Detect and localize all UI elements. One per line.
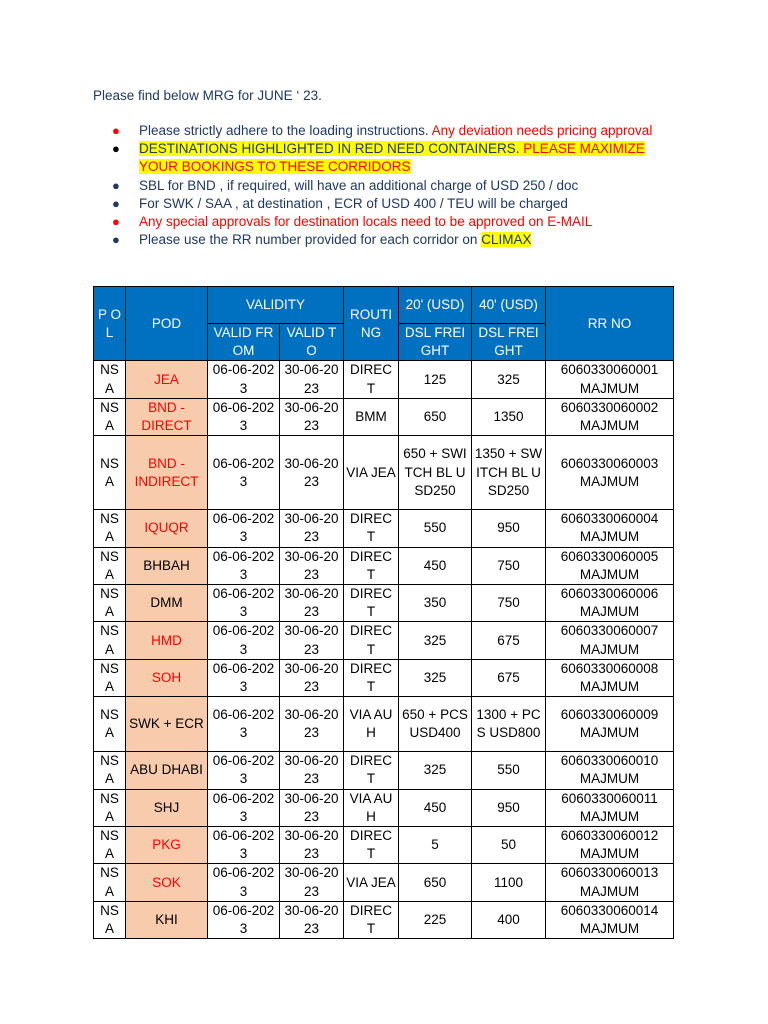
table-row: [94, 436, 674, 510]
valid-from-cell: 06-06-2023: [208, 864, 280, 901]
instruction-item: [112, 140, 672, 176]
bullet-icon: ●: [112, 123, 120, 138]
routing-cell: DIREC T: [344, 585, 399, 622]
valid-from-cell: 06-06-2023: [208, 901, 280, 938]
instruction-list: [112, 122, 672, 249]
freight-20-cell: 650: [399, 398, 472, 435]
bullet-icon: ●: [112, 177, 120, 193]
instruction-text: Please strictly adhere to the loading instructions.: [139, 123, 432, 138]
freight-40-cell: 550: [472, 752, 546, 789]
routing-cell: DIREC T: [344, 659, 399, 696]
valid-to-cell: 30-06-2023: [280, 622, 344, 659]
header-40ft: 40' (USD): [472, 287, 546, 324]
freight-20-cell: 325: [399, 752, 472, 789]
pod-cell: SHJ: [126, 789, 208, 826]
instruction-item: [112, 231, 672, 249]
bullet-icon: ●: [112, 141, 120, 157]
freight-40-cell: 1350: [472, 398, 546, 435]
pol-cell: NS A: [94, 697, 126, 752]
pod-cell: BHBAH: [126, 547, 208, 584]
freight-20-cell: 350: [399, 585, 472, 622]
valid-from-cell: 06-06-2023: [208, 827, 280, 864]
table-row: [94, 361, 674, 398]
table-row: [94, 398, 674, 435]
pod-cell: BND - DIRECT: [126, 398, 208, 435]
pod-cell: BND - INDIRECT: [126, 436, 208, 510]
pod-cell: SOH: [126, 659, 208, 696]
table-row: [94, 585, 674, 622]
pol-cell: NS A: [94, 622, 126, 659]
freight-20-cell: 125: [399, 361, 472, 398]
valid-to-cell: 30-06-2023: [280, 361, 344, 398]
instruction-text: Please use the RR number provided for each corridor on: [139, 232, 482, 248]
pod-cell: PKG: [126, 827, 208, 864]
header-20ft: 20' (USD): [399, 287, 472, 324]
rr-no-cell: 6060330060005 MAJMUM: [546, 547, 674, 584]
routing-cell: VIA JEA: [344, 436, 399, 510]
valid-to-cell: 30-06-2023: [280, 659, 344, 696]
header-dsl-freight-20: DSL FREIGHT: [399, 324, 472, 361]
pol-cell: NS A: [94, 659, 126, 696]
rr-no-cell: 6060330060002 MAJMUM: [546, 398, 674, 435]
pod-cell: JEA: [126, 361, 208, 398]
header-dsl-freight-40: DSL FREIGHT: [472, 324, 546, 361]
bullet-icon: ●: [112, 232, 120, 248]
table-row: [94, 697, 674, 752]
freight-40-cell: 950: [472, 510, 546, 547]
freight-40-cell: 675: [472, 622, 546, 659]
routing-cell: BMM: [344, 398, 399, 435]
instruction-text: For SWK / SAA , at destination , ECR of USD 400 / TEU will be charged: [139, 195, 568, 211]
pod-cell: HMD: [126, 622, 208, 659]
header-valid-from: VALID FROM: [208, 324, 280, 361]
valid-to-cell: 30-06-2023: [280, 585, 344, 622]
instruction-text: SBL for BND , if required, will have an additional charge of USD 250 / doc: [139, 177, 579, 193]
pol-cell: NS A: [94, 864, 126, 901]
pol-cell: NS A: [94, 361, 126, 398]
bullet-icon: ●: [112, 214, 120, 230]
valid-to-cell: 30-06-2023: [280, 697, 344, 752]
pod-cell: ABU DHABI: [126, 752, 208, 789]
valid-from-cell: 06-06-2023: [208, 547, 280, 584]
instruction-text: PLEASE MAXIMIZE YOUR BOOKINGS TO THESE CORRIDORS: [139, 141, 645, 175]
freight-20-cell: 325: [399, 659, 472, 696]
rr-no-cell: 6060330060012 MAJMUM: [546, 827, 674, 864]
freight-20-cell: 450: [399, 789, 472, 826]
rr-no-cell: 6060330060008 MAJMUM: [546, 659, 674, 696]
pol-cell: NS A: [94, 436, 126, 510]
freight-40-cell: 400: [472, 901, 546, 938]
freight-40-cell: 50: [472, 827, 546, 864]
header-routing: ROUTI NG: [344, 287, 399, 361]
routing-cell: DIREC T: [344, 510, 399, 547]
freight-40-cell: 950: [472, 789, 546, 826]
freight-40-cell: 1100: [472, 864, 546, 901]
pol-cell: NS A: [94, 789, 126, 826]
table-header: [94, 287, 674, 361]
freight-20-cell: 650 + SWITCH BL USD250: [399, 436, 472, 510]
header-validity: VALIDITY: [208, 287, 344, 324]
rr-no-cell: 6060330060013 MAJMUM: [546, 864, 674, 901]
rr-no-cell: 6060330060003 MAJMUM: [546, 436, 674, 510]
routing-cell: DIREC T: [344, 827, 399, 864]
freight-20-cell: 650: [399, 864, 472, 901]
freight-20-cell: 5: [399, 827, 472, 864]
valid-to-cell: 30-06-2023: [280, 510, 344, 547]
instruction-text: DESTINATIONS HIGHLIGHTED IN RED NEED CONTAINERS.: [139, 141, 524, 157]
valid-from-cell: 06-06-2023: [208, 398, 280, 435]
rr-no-cell: 6060330060006 MAJMUM: [546, 585, 674, 622]
instruction-text: Any special approvals for destination locals need to be approved on E-MAIL: [139, 214, 593, 230]
instruction-item: [112, 195, 672, 213]
table-row: [94, 864, 674, 901]
routing-cell: VIA AUH: [344, 697, 399, 752]
table-row: [94, 789, 674, 826]
pol-cell: NS A: [94, 752, 126, 789]
freight-20-cell: 325: [399, 622, 472, 659]
routing-cell: DIREC T: [344, 622, 399, 659]
pol-cell: NS A: [94, 585, 126, 622]
header-rr-no: RR NO: [546, 287, 674, 361]
instruction-text: Any deviation needs pricing approval: [431, 123, 653, 138]
pod-cell: KHI: [126, 901, 208, 938]
instruction-item: [112, 122, 672, 140]
valid-from-cell: 06-06-2023: [208, 585, 280, 622]
instruction-item: [112, 213, 672, 231]
freight-40-cell: 1350 + SWITCH BL USD250: [472, 436, 546, 510]
freight-40-cell: 1300 + PCS USD800: [472, 697, 546, 752]
valid-to-cell: 30-06-2023: [280, 864, 344, 901]
table-row: [94, 659, 674, 696]
freight-20-cell: 650 + PCS USD400: [399, 697, 472, 752]
pol-cell: NS A: [94, 901, 126, 938]
rr-no-cell: 6060330060010 MAJMUM: [546, 752, 674, 789]
routing-cell: DIREC T: [344, 752, 399, 789]
table-row: [94, 901, 674, 938]
freight-40-cell: 750: [472, 547, 546, 584]
freight-40-cell: 750: [472, 585, 546, 622]
routing-cell: DIREC T: [344, 547, 399, 584]
routing-cell: VIA JEA: [344, 864, 399, 901]
valid-from-cell: 06-06-2023: [208, 789, 280, 826]
rate-table-container: [93, 286, 674, 939]
valid-from-cell: 06-06-2023: [208, 436, 280, 510]
valid-from-cell: 06-06-2023: [208, 752, 280, 789]
instruction-text: CLIMAX: [481, 232, 532, 248]
header-pol: P OL: [94, 287, 126, 361]
routing-cell: DIREC T: [344, 901, 399, 938]
rate-table: [93, 286, 674, 939]
valid-from-cell: 06-06-2023: [208, 361, 280, 398]
pol-cell: NS A: [94, 398, 126, 435]
instruction-item: [112, 177, 672, 195]
pol-cell: NS A: [94, 547, 126, 584]
rr-no-cell: 6060330060014 MAJMUM: [546, 901, 674, 938]
valid-to-cell: 30-06-2023: [280, 436, 344, 510]
freight-20-cell: 225: [399, 901, 472, 938]
valid-to-cell: 30-06-2023: [280, 789, 344, 826]
table-body: [94, 361, 674, 939]
intro-text: Please find below MRG for JUNE ‘ 23.: [93, 88, 322, 103]
pod-cell: DMM: [126, 585, 208, 622]
freight-20-cell: 550: [399, 510, 472, 547]
valid-from-cell: 06-06-2023: [208, 622, 280, 659]
valid-from-cell: 06-06-2023: [208, 510, 280, 547]
table-row: [94, 622, 674, 659]
valid-to-cell: 30-06-2023: [280, 827, 344, 864]
valid-from-cell: 06-06-2023: [208, 659, 280, 696]
bullet-icon: ●: [112, 195, 120, 211]
rr-no-cell: 6060330060001 MAJMUM: [546, 361, 674, 398]
routing-cell: VIA AUH: [344, 789, 399, 826]
valid-to-cell: 30-06-2023: [280, 752, 344, 789]
pod-cell: IQUQR: [126, 510, 208, 547]
freight-40-cell: 675: [472, 659, 546, 696]
pod-cell: SWK + ECR: [126, 697, 208, 752]
header-valid-to: VALID TO: [280, 324, 344, 361]
table-row: [94, 510, 674, 547]
routing-cell: DIREC T: [344, 361, 399, 398]
freight-40-cell: 325: [472, 361, 546, 398]
table-row: [94, 827, 674, 864]
header-pod: POD: [126, 287, 208, 361]
table-row: [94, 547, 674, 584]
pol-cell: NS A: [94, 827, 126, 864]
pol-cell: NS A: [94, 510, 126, 547]
valid-from-cell: 06-06-2023: [208, 697, 280, 752]
table-row: [94, 752, 674, 789]
valid-to-cell: 30-06-2023: [280, 901, 344, 938]
valid-to-cell: 30-06-2023: [280, 398, 344, 435]
rr-no-cell: 6060330060007 MAJMUM: [546, 622, 674, 659]
rr-no-cell: 6060330060011 MAJMUM: [546, 789, 674, 826]
valid-to-cell: 30-06-2023: [280, 547, 344, 584]
rr-no-cell: 6060330060009 MAJMUM: [546, 697, 674, 752]
rr-no-cell: 6060330060004 MAJMUM: [546, 510, 674, 547]
pod-cell: SOK: [126, 864, 208, 901]
freight-20-cell: 450: [399, 547, 472, 584]
